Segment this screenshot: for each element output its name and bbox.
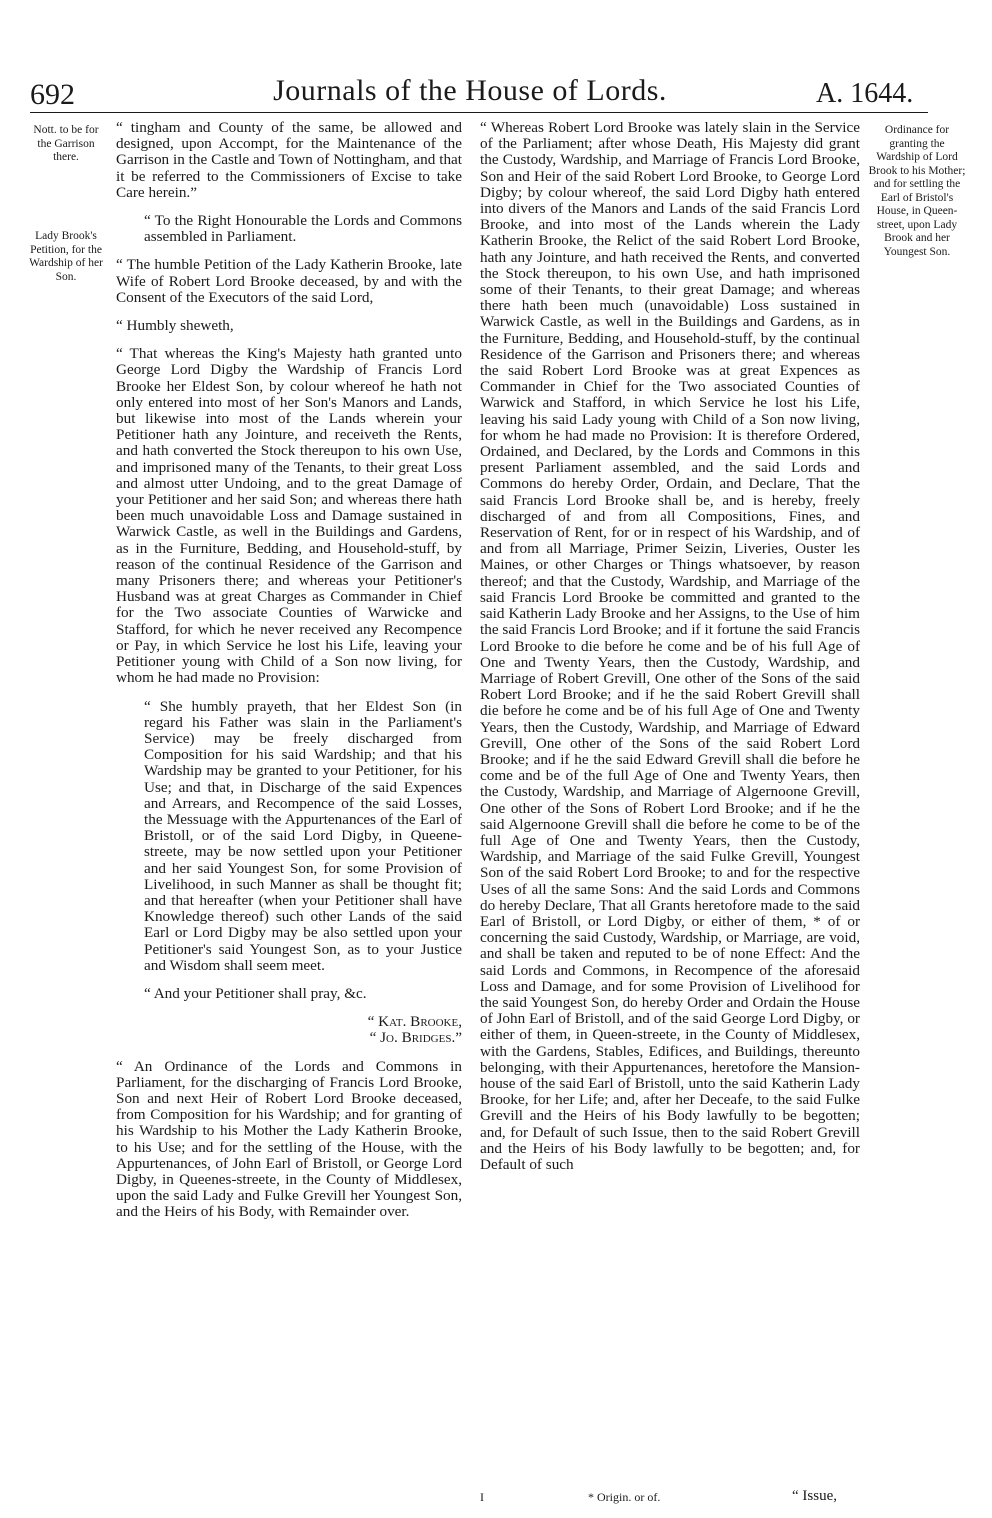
signature: “ Kat. Brooke, [367,1013,462,1031]
paragraph: “ An Ordinance of the Lords and Commons in Parliament, for the discharging of Francis Lord Brooke, Son and next Heir of Robert Lord Brooke deceased, from Composition for his Wardship; and for granting of his Wardship to his Mother the Lady Katherin Brooke, to his Use; and for the settling of the House, with the Appurtenances, of John Earl of Bristoll, or George Lord Digby, in Queenes-streete, in the County of Middlesex, upon the said Lady and Fulke Grevill her Youngest Son, and the Heirs of his Body, with Remainder over. [116,1057,462,1221]
paragraph: “ She humbly prayeth, that her Eldest Son (in regard his Father was slain in the Parliament's Service) may be freely discharged from Composition for his said Wardship; and that his Wardship may be granted to your Petitioner, for his Use; and that, in Discharge of the said Expences and Arrears, and Recompence of the said Losses, the Messuage with the Appurtenances of the Earl of Bristoll, or of the said Lord Digby, in Queene-streete, may be now settled upon your Petitioner and her said Youngest Son, for some Provision of Livelihood, in such Manner as shall be thought fit; and that hereafter (when your Petitioner shall have Knowledge thereof) such other Lands of the said Earl or Lord Digby may be also settled upon your Petitioner's said Youngest Son, as to your Justice and Wisdom shall seem meet. [144,697,462,974]
header-rule [30,112,928,113]
margin-note-nottingham: Nott. to be for the Garrison there. [33,124,99,163]
signature-mark: I [480,1490,484,1504]
paragraph: “ To the Right Honourable the Lords and Commons assembled in Parliament. [144,212,462,246]
signature: “ Jo. Bridges.” [369,1029,462,1047]
paragraph: “ Whereas Robert Lord Brooke was lately slain in the Service of the Parliament; after whose Death, His Majesty did grant the Custody, Wardship, and Marriage of Francis Lord Brooke, Son and Heir of the said Robert Lord Brooke, to George Lord Digby; by colour whereof, the said Lord Digby hath entered into divers of the Manors and Lands of the said Francis Lord Brooke, and into most of the Lands wherein the Lady Katherin Brooke, the Relict of the said Robert Lord Brooke, hath any Jointure, and hath received the Rents, and converted the Stock thereupon, to his own Use, and hath imprisoned some of their Tenants, to their great Damage; and whereas there hath been much (unavoidable) Loss sustained in Warwick Castle, as well in the Buildings and Gardens, as in the Furniture, Bedding, and Household-stuff, by the continual Residence of the Garrison and Prisoners there; and whereas the said Robert Lord Brooke was at great Expences as Commander in Chief for the Two associated Counties of Warwick and Stafford, in which Service he lost his Life, leaving his said Lady young with Child of a Son now living, for whom he had made no Provision: It is therefore Ordered, Ordained, and Declared, by the Lords and Commons in this present Parliament assembled, and the said Lords and Commons do hereby Order, Ordain, and Declare, That the said Francis Lord Brooke shall be, and is hereby, freely discharged of and from all Compositions, Fines, and Reservation of Rent, for or in respect of his Wardship, and of and from all Marriage, Primer Seizin, Liveries, Ouster les Maines, or other Charges or Things whatsoever, by reason thereof; and that the Custody, Wardship, and Marriage of the said Francis Lord Brooke be committed and granted to the said Katherin Lady Brooke and her Assigns, to the Use of him the said Francis Lord Brooke; and if it fortune the said Francis Lord Brooke to die before he come and be of his full Age of One and Twenty Years, then the Custody, Wardship, and Marriage of Robert Grevill, One other of the Sons of the said Robert Lord Brooke; and if he the said Robert Grevill shall die before he come and be of his full Age of One and Twenty Years, then the Custody, Wardship, and Marriage of Edward Grevill, One other of the Sons of the said Robert Lord Brooke; and if he the said Edward Grevill shall die before he come and be of the full Age of One and Twenty Years, then the Custody, Wardship, and Marriage of Algernoone Grevill, One other of the Sons of Robert Lord Brooke; and if he the said Algernoone Grevill shall die before he come to be of the full Age of One and Twenty Years, then the Custody, Wardship, and Marriage of the said Fulke Grevill, Youngest Son of the said Robert Lord Brooke; to and for the respective Uses of all the same Sons: And the said Lords and Commons do hereby Declare, That all Grants heretofore made to the said Earl of Bristoll, or Lord Digby, or either of them, * of or concerning the said Custody, Wardship, or Marriage, are void, and shall be taken and reputed to be of none Effect: And the said Lords and Commons, in Recompence of the aforesaid Loss and Damage, and for some Provision of Livelihood for the said Youngest Son, do hereby Order and Ordain the House of John Earl of Bristoll, and of the said George Lord Digby, or either of them, in Queen-streete, in the County of Middlesex, with the Gardens, Stables, Edifices, and Buildings, thereunto belonging, with their Appurtenances, heretofore the Mansion-house of the said Earl of Bristoll, unto the said Katherin Lady Brooke, for her Life; and, after her Deceafe, to the said Fulke Grevill and the Heirs of his Body lawfully to be begotten; and, for Default of such Issue, then to the said Robert Grevill and the Heirs of his Body lawfully to be begotten; and, for Default of such [480,119,860,1173]
paragraph: “ And your Petitioner shall pray, &c. [144,984,367,1002]
right-column [480,120,860,1185]
margin-note-lady-brook: Lady Brook's Petition, for the Wardship of her Son. [29,230,103,283]
paragraph: “ The humble Petition of the Lady Katherin Brooke, late Wife of Robert Lord Brooke deceased, by and with the Consent of the Executors of the said Lord, [116,256,462,306]
paragraph: “ tingham and County of the same, be allowed and designed, upon Accompt, for the Maintenance of the Garrison in the Castle and Town of Nottingham, and that it be referred to the Commissioners of Excise to take Care herein.” [116,119,462,201]
margin-note-ordinance: Ordinance for granting the Wardship of Lord Brook to his Mother; and for settling the Earl of Bristol's House, in Queen-street, upon Lady Brook and her Youngest Son. [868,124,966,258]
paragraph: “ That whereas the King's Majesty hath granted unto George Lord Digby the Wardship of Francis Lord Brooke her Eldest Son, by colour whereof he hath not only entered into most of her Son's Manors and Lands, but likewise into most of the Lands wherein your Petitioner hath any Jointure, and receiveth the Rents, and hath converted the Stock thereupon to his own Use, and imprisoned many of the Tenants, to their great Loss and almost utter Undoing, and to the great Damage of your Petitioner and her said Son; and whereas there hath been much unavoidable Loss and Damage sustained in Warwick Castle, as well in the Buildings and Gardens, as in the Furniture, Bedding, and Household-stuff, by reason of the continual Residence of the Garrison and many Prisoners there; and whereas your Petitioner's Husband was at great Charges as Commander in Chief for the Two associate Counties of Warwicke and Stafford, for which he never received any Recompence or Pay, in which Service he lost his Life, leaving your Petitioner young with Child of a Son now living, for whom he had made no Provision: [116,345,462,687]
page-year: A. 1644. [816,78,914,109]
paragraph: “ Humbly sheweth, [116,317,234,335]
catchword: “ Issue, [792,1488,837,1504]
footnote: * Origin. or of. [588,1490,661,1504]
page-number: 692 [30,78,75,111]
left-column [116,120,462,1233]
page-title: Journals of the House of Lords. [273,74,667,107]
